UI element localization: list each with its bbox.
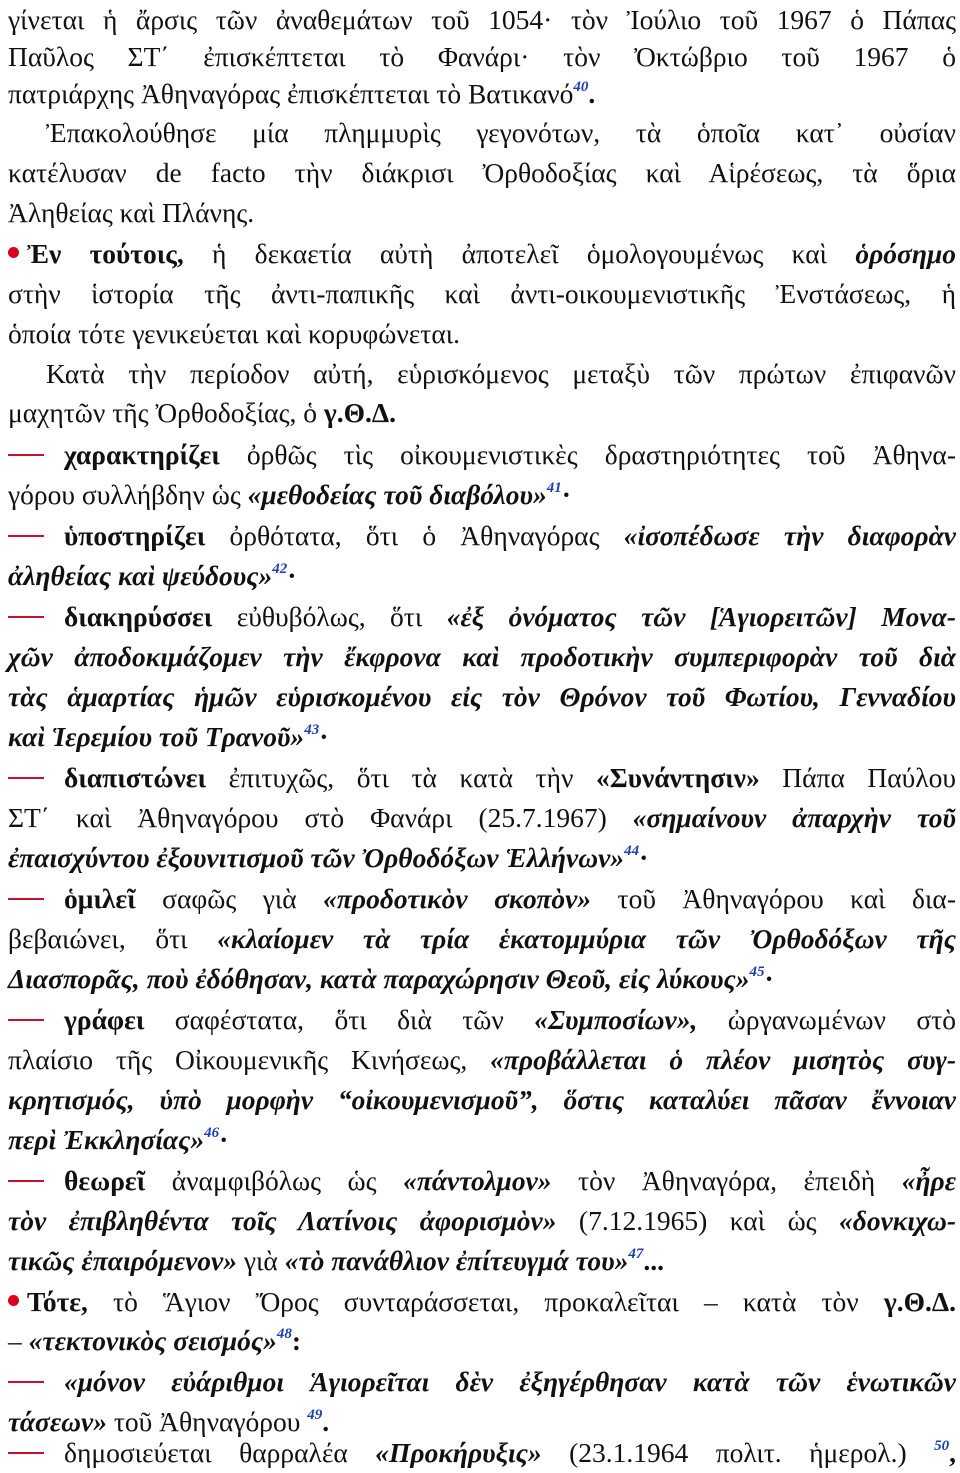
text-line: τὰς ἁμαρτίας ἡμῶν εὑρισκομένου εἰς τὸν Θρόνον τοῦ Φωτίου, Γενναδίου — [8, 681, 956, 712]
text-line: καὶ Ἱερεμίου τοῦ Τρανοῦ»$^{43}$· — [8, 721, 329, 752]
dash-icon — [8, 535, 44, 537]
text-line: περὶ Ἐκκλησίας»$^{46}$· — [8, 1124, 229, 1155]
dash-icon — [8, 454, 44, 456]
dash-item: δημοσιεύεται θαρραλέα «Προκήρυξις» (23.1.1964 πολιτ. ἡμερολ.) $^{50}$, — [8, 1433, 956, 1473]
bullet-paragraph: Ἐν τούτοις, ἡ δεκαετία αὐτὴ ἀποτελεῖ ὁμολογουμένως καὶ ὁρόσημο — [8, 234, 956, 274]
text-line: τὸν ἐπιβληθέντα τοῖς Λατίνοις ἀφορισμὸν» (7.12.1965) καὶ ὡς «δονκιχω- — [8, 1205, 956, 1236]
text-line: χῶν ἀποδοκιμάζομεν τὴν ἔκφρονα καὶ προδοτικὴν συμπεριφορὰν τοῦ διὰ — [8, 641, 956, 672]
bullet-paragraph: Τότε, τὸ Ἅγιον Ὄρος συνταράσσεται, προκαλεῖται – κατὰ τὸν γ.Θ.Δ. — [8, 1282, 956, 1322]
footnote-ref[interactable]: 44 — [624, 843, 640, 859]
paragraph-start: Ἐπακολούθησε μία πλημμυρὶς γεγονότων, τὰ ὁποῖα κατ᾽ οὐσίαν — [46, 117, 956, 148]
footnote-ref[interactable]: 46 — [204, 1125, 220, 1141]
dash-item: θεωρεῖ ἀναμφιβόλως ὡς «πάντολμον» τὸν Ἀθηναγόρα, ἐπειδὴ «ἦρε — [8, 1161, 956, 1201]
text-line: στὴν ἱστορία τῆς ἀντι-παπικῆς καὶ ἀντι-οικουμενιστικῆς Ἐνστάσεως, ἡ — [8, 278, 956, 309]
text-line: γίνεται ἡ ἄρσις τῶν ἀναθεμάτων τοῦ 1054· τὸν Ἰούλιο τοῦ 1967 ὁ Πάπας — [8, 4, 956, 35]
text-line: τάσεων» τοῦ Ἀθηναγόρου $^{49}$. — [8, 1406, 330, 1437]
dash-item: ὁμιλεῖ σαφῶς γιὰ «προδοτικὸν σκοπὸν» τοῦ Ἀθηναγόρου καὶ δια- — [8, 879, 956, 919]
text-line: Διασπορᾶς, ποὺ ἐδόθησαν, κατὰ παραχώρησιν Θεοῦ, εἰς λύκους»$^{45}$· — [8, 963, 774, 994]
dash-icon — [8, 898, 44, 900]
footnote-ref[interactable]: 48 — [276, 1326, 292, 1342]
dash-item: γράφει σαφέστατα, ὅτι διὰ τῶν «Συμποσίων», ὠργανωμένων στὸ — [8, 1000, 956, 1040]
footnote-ref[interactable]: 47 — [628, 1246, 644, 1262]
dash-item: ὑποστηρίζει ὀρθότατα, ὅτι ὁ Ἀθηναγόρας «ἰσοπέδωσε τὴν διαφορὰν — [8, 516, 956, 556]
text-line: ΣΤ΄ καὶ Ἀθηναγόρου στὸ Φανάρι (25.7.1967) «σημαίνουν ἀπαρχὴν τοῦ — [8, 802, 956, 833]
dash-icon — [8, 1452, 44, 1454]
text-line: ὁποία τότε γενικεύεται καὶ κορυφώνεται. — [8, 318, 461, 349]
dash-icon — [8, 1019, 44, 1021]
text-line: γόρου συλλήβδην ὡς «μεθοδείας τοῦ διαβόλου»$^{41}$· — [8, 479, 571, 510]
footnote-ref[interactable]: 43 — [304, 722, 320, 738]
dash-icon — [8, 777, 44, 779]
text-line: βεβαιώνει, ὅτι «κλαίομεν τὰ τρία ἑκατομμύρια τῶν Ὀρθοδόξων τῆς — [8, 923, 956, 954]
text-line: κατέλυσαν de facto τὴν διάκρισι Ὀρθοδοξίας καὶ Αἱρέσεως, τὰ ὅρια — [8, 157, 956, 188]
footnote-ref[interactable]: 50 — [934, 1438, 950, 1454]
dash-item: «μόνον εὐάριθμοι Ἁγιορεῖται δὲν ἐξηγέρθησαν κατὰ τῶν ἑνωτικῶν — [8, 1362, 956, 1402]
text-line: – «τεκτονικὸς σεισμός»$^{48}$: — [8, 1325, 302, 1356]
text-line: Παῦλος ΣΤ΄ ἐπισκέπτεται τὸ Φανάρι· τὸν Ὀκτώβριο τοῦ 1967 ὁ — [8, 41, 956, 72]
dash-icon — [8, 616, 44, 618]
footnote-ref[interactable]: 40 — [573, 79, 589, 95]
footnote-ref[interactable]: 41 — [546, 480, 562, 496]
dash-icon — [8, 1381, 44, 1383]
text-line: τικῶς ἐπαιρόμενον» γιὰ «τὸ πανάθλιον ἐπίτευγμά του»$^{47}$... — [8, 1245, 664, 1276]
text-line: κρητισμός, ὑπὸ μορφὴν “οἰκουμενισμοῦ”, ὅστις καταλύει πᾶσαν ἔννοιαν — [8, 1084, 956, 1115]
red-bullet-icon — [8, 1295, 19, 1306]
text-line: πλαίσιο τῆς Οἰκουμενικῆς Κινήσεως, «προβάλλεται ὁ πλέον μισητὸς συγ- — [8, 1044, 957, 1075]
red-bullet-icon — [8, 247, 19, 258]
dash-icon — [8, 1180, 44, 1182]
dash-item: διαπιστώνει ἐπιτυχῶς, ὅτι τὰ κατὰ τὴν «Συνάντησιν» Πάπα Παύλου — [8, 758, 956, 798]
dash-item: χαρακτηρίζει ὀρθῶς τὶς οἰκουμενιστικὲς δραστηριότητες τοῦ Ἀθηνα- — [8, 435, 956, 475]
text-line: ἀληθείας καὶ ψεύδους»$^{42}$· — [8, 560, 297, 591]
paragraph-start: Κατὰ τὴν περίοδον αὐτή, εὑρισκόμενος μεταξὺ τῶν πρώτων ἐπιφανῶν — [46, 358, 956, 389]
footnote-ref[interactable]: 42 — [272, 561, 288, 577]
text-line: Ἀληθείας καὶ Πλάνης. — [8, 197, 255, 228]
text-line: πατριάρχης Ἀθηναγόρας ἐπισκέπτεται τὸ Βατικανό$^{40}$. — [8, 78, 596, 109]
text-line: ἐπαισχύντου ἐξουνιτισμοῦ τῶν Ὀρθοδόξων Ἑλλήνων»$^{44}$· — [8, 842, 649, 873]
dash-item: διακηρύσσει εὐθυβόλως, ὅτι «ἐξ ὀνόματος τῶν [Ἁγιορειτῶν] Μονα- — [8, 597, 956, 637]
footnote-ref[interactable]: 45 — [749, 964, 765, 980]
text-line: μαχητῶν τῆς Ὀρθοδοξίας, ὁ γ.Θ.Δ. — [8, 397, 396, 428]
footnote-ref[interactable]: 49 — [307, 1407, 323, 1423]
